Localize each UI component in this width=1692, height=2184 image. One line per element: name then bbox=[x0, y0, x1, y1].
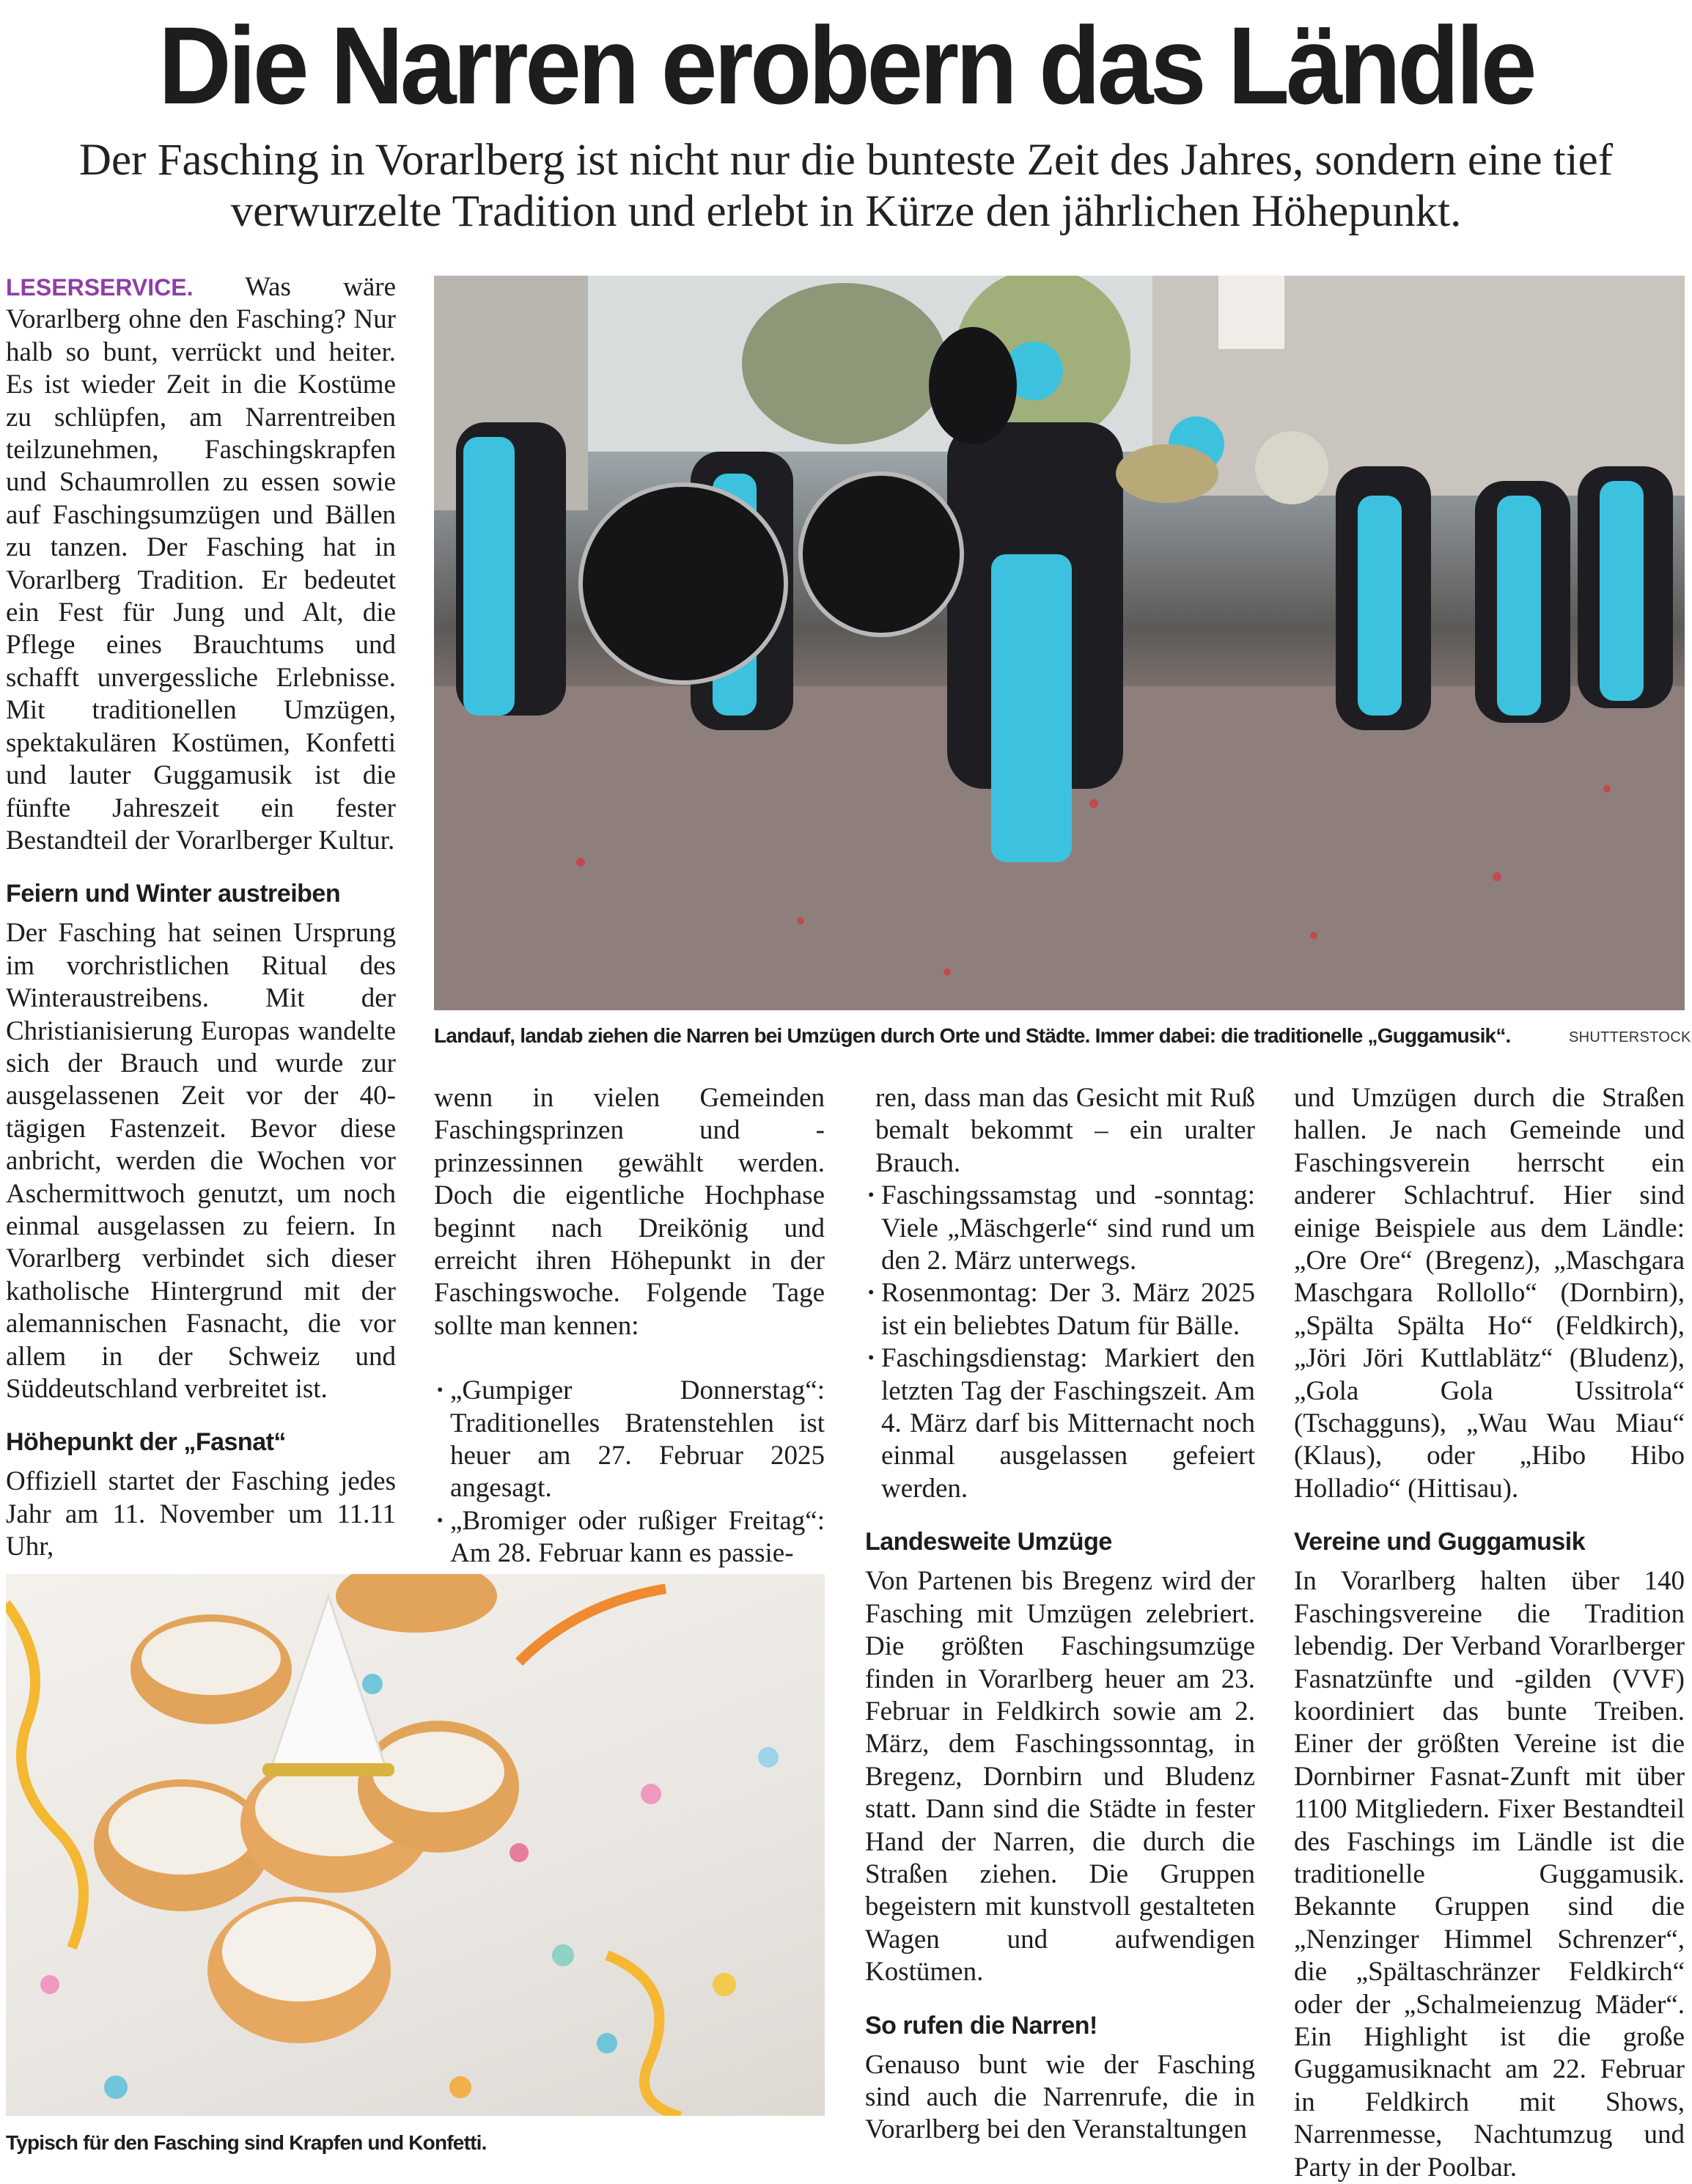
subheadline: Der Fasching in Vorarlberg ist nicht nur die bunteste Zeit des Jahres, sondern eine tief verwurzelte Tradition und erlebt in Kürze den jährlichen Höhepunkt. bbox=[78, 136, 1614, 236]
parade-image bbox=[434, 276, 1685, 1010]
list-item: · Rosenmontag: Der 3. März 2025 ist ein beliebtes Datum für Bälle. bbox=[865, 1277, 1255, 1342]
continued-text: ren, dass man das Gesicht mit Ruß bemalt bekommt – ein uralter Brauch. bbox=[875, 1083, 1255, 1178]
days-list bbox=[434, 1375, 825, 1570]
days-list-continued bbox=[865, 1180, 1255, 1505]
kicker: LESERSERVICE. bbox=[6, 274, 194, 301]
paragraph: und Umzügen durch die Straßen hallen. Je nach Gemeinde und Faschingsverein herrscht ein anderer Schlachtruf. Hier sind einige Beispiele aus dem Ländle: „Ore Ore“ (Bregenz), „Maschgara Maschgara Rollollo“ (Dornbirn), „Spälta Spälta Ho“ (Feldkirch), „Jöri Jöri Kuttlablätz“ (Bludenz), „Gola Gola Ussitrola“ (Tschagguns), „Wau Wau Miau“ (Klaus), oder „Hibo Hibo Holladio“ (Hittisau). bbox=[1294, 1083, 1685, 1504]
intro-paragraph bbox=[6, 271, 396, 857]
section-heading: So rufen die Narren! bbox=[865, 2011, 1097, 2040]
list-item: · Faschingssamstag und -sonntag: Viele „Mäschgerle“ sind rund um den 2. März unterwegs. bbox=[865, 1180, 1255, 1277]
column-3 bbox=[865, 1082, 1255, 2147]
paragraph: In Vorarlberg halten über 140 Faschingsvereine die Tradition lebendig. Der Verband Vorarlberger Fasnatzünfte und -gilden (VVF) koordiniert das bunte Treiben. Einer der größten Vereine ist die Dornbirner Fasnat-Zunft mit über 1100 Mitgliedern. Fixer Bestandteil des Faschings im Ländle ist die traditionelle Guggamusik. Bekannte Gruppen sind die „Nenzinger Himmel Schrenzer“, die „Spältaschränzer Feldkirch“ oder der „Schalmeienzug Mäder“. Ein Highlight ist die große Guggamusiknacht am 22. Februar in Feldkirch mit Shows, Narrenmesse, Nachtumzug und Party in der Poolbar. bbox=[1294, 1566, 1685, 2183]
section-heading: Feiern und Winter austreiben bbox=[6, 880, 341, 908]
donuts-image bbox=[6, 1574, 825, 2116]
column-2 bbox=[434, 1082, 825, 1570]
headline: Die Narren erobern das Ländle bbox=[158, 4, 1534, 127]
section-heading: Höhepunkt der „Fasnat“ bbox=[6, 1428, 286, 1457]
paragraph: Von Partenen bis Bregenz wird der Fasching mit Umzügen zelebriert. Die größten Faschingsumzüge finden in Vorarlberg heuer am 23. Februar in Feldkirch sowie am 2. März, dem Faschingssonntag, in Bregenz, Dornbirn und Bludenz statt. Dann sind die Städte in fester Hand der Narren, die durch die Straßen ziehen. Die Gruppen begeistern mit kunstvoll gestalteten Wagen und aufwendigen Kostümen. bbox=[865, 1566, 1255, 1988]
section-heading: Vereine und Guggamusik bbox=[1294, 1528, 1586, 1556]
paragraph: wenn in vielen Gemeinden Faschingsprinzen und -prinzessinnen gewählt werden. Doch die eigentliche Hochphase beginnt nach Dreikönig und erreicht ihren Höhepunkt in der Faschingswoche. Folgende Tage sollte man kennen: bbox=[434, 1083, 825, 1341]
list-item: · „Gumpiger Donnerstag“: Traditionelles Bratenstehlen ist heuer am 27. Februar 2025 angesagt. bbox=[434, 1375, 825, 1505]
photo-credit: SHUTTERSTOCK bbox=[1569, 1029, 1691, 1045]
section-heading: Landesweite Umzüge bbox=[865, 1528, 1112, 1556]
list-item: · Faschingsdienstag: Markiert den letzten Tag der Faschingszeit. Am 4. März darf bis Mitternacht noch einmal ausgelassen gefeiert werden. bbox=[865, 1342, 1255, 1505]
column-4 bbox=[1294, 1082, 1685, 2184]
column-1 bbox=[6, 271, 396, 1564]
paragraph: Genauso bunt wie der Fasching sind auch die Narrenrufe, die in Vorarlberg bei den Veranstaltungen bbox=[865, 2049, 1255, 2145]
krapfen-confetti-photo bbox=[6, 1574, 825, 2116]
paragraph: Offiziell startet der Fasching jedes Jahr am 11. November um 11.11 Uhr, bbox=[6, 1466, 396, 1562]
list-item: · „Bromiger oder rußiger Freitag“: Am 28. Februar kann es passie- bbox=[434, 1505, 825, 1570]
paragraph: Der Fasching hat seinen Ursprung im vorchristlichen Ritual des Winteraustreibens. Mit der Christianisierung Europas wandelte sich der Brauch und wurde zur ausgelassenen Zeit vor der 40-tägigen Fastenzeit. Bevor diese anbricht, werden die Wochen vor Aschermittwoch genutzt, um noch einmal ausgelassen zu feiern. In Vorarlberg verbindet sich dieser katholische Hintergrund mit der alemannischen Fasnacht, die vor allem in der Schweiz und Süddeutschland verbreitet ist. bbox=[6, 918, 396, 1404]
photo-caption: Landauf, landab ziehen die Narren bei Umzügen durch Orte und Städte. Immer dabei: die traditionelle „Guggamusik“. bbox=[434, 1024, 1511, 1047]
carnival-parade-photo bbox=[434, 276, 1685, 1010]
photo-caption: Typisch für den Fasching sind Krapfen und Konfetti. bbox=[6, 2131, 487, 2154]
intro-text: Was wäre Vorarlberg ohne den Fasching? Nur halb so bunt, verrückt und heiter. Es ist wieder Zeit in die Kostüme zu schlüpfen, am Narrentreiben teilzunehmen, Faschingskrapfen und Schaumrollen zu essen sowie auf Faschingsumzügen und Bällen zu tanzen. Der Fasching hat in Vorarlberg Tradition. Er bedeutet ein Fest für Jung und Alt, die Pflege eines Brauchtums und schafft unvergessliche Erlebnisse. Mit traditionellen Umzügen, spektakulären Kostümen, Konfetti und lauter Guggamusik ist die fünfte Jahreszeit ein fester Bestandteil der Vorarlberger Kultur. bbox=[6, 272, 396, 856]
